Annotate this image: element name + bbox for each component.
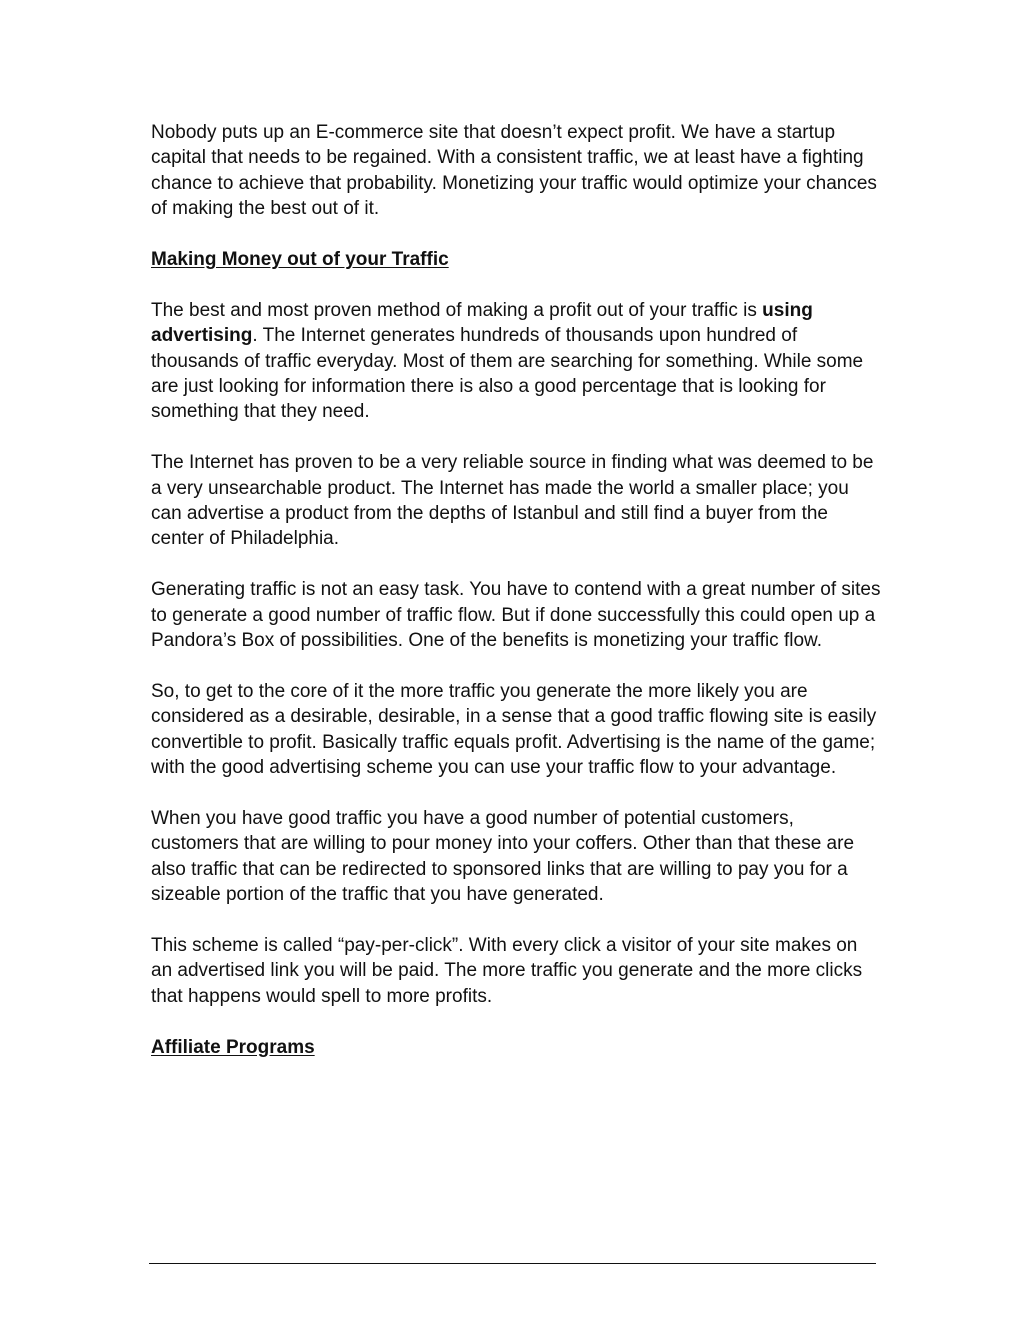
paragraph-intro: Nobody puts up an E-commerce site that doesn’t expect profit. We have a startup capital that needs to be regained. With a consistent traffic, we at least have a fighting chance to achieve that probability. Monetizing your traffic would optimize your chances of making the best out of it. (151, 122, 877, 220)
paragraph-advertising-text-start: The best and most proven method of making a profit out of your traffic is (151, 299, 763, 321)
section-heading-making-money: Making Money out of your Traffic (151, 249, 449, 271)
page-body (151, 120, 881, 1085)
footer-divider (149, 1263, 876, 1264)
paragraph-pay-per-click: This scheme is called “pay-per-click”. With every click a visitor of your site makes on an advertised link you will be paid. The more traffic you generate and the more clicks that happens would spell to more profits. (151, 934, 863, 1007)
paragraph-core: So, to get to the core of it the more traffic you generate the more likely you are considered as a desirable, desirable, in a sense that a good traffic flowing site is easily convertible to profit. Basically traffic equals profit. Advertising is the name of the game; with the good advertising scheme you can use your traffic flow to your advantage. (151, 680, 877, 779)
paragraph-internet-source: The Internet has proven to be a very reliable source in finding what was deemed to be a very unsearchable product. The Internet has made the world a smaller place; you can advertise a product from the depths of Istanbul and still find a buyer from the center of Philadelphia. (151, 452, 874, 550)
paragraph-advertising (151, 298, 881, 425)
paragraph-good-traffic: When you have good traffic you have a good number of potential customers, customers that are willing to pour money into your coffers. Other than that these are also traffic that can be redirected to sponsored links that are willing to pay you for a sizeable portion of the traffic that you have generated. (151, 807, 855, 906)
paragraph-generating-traffic: Generating traffic is not an easy task. You have to contend with a great number of sites to generate a good number of traffic flow. But if done successfully this could open up a Pandora’s Box of possibilities. One of the benefits is monetizing your traffic flow. (151, 579, 881, 652)
paragraph-advertising-text-end: . The Internet generates hundreds of thousands upon hundred of thousands of traffic everyday. Most of them are searching for something. While some are just looking for information there is also a good percentage that is looking for something that they need. (151, 325, 864, 423)
section-heading-affiliate-programs: Affiliate Programs (151, 1036, 315, 1058)
bold-emphasis-using-advertising: using advertising (151, 299, 813, 347)
